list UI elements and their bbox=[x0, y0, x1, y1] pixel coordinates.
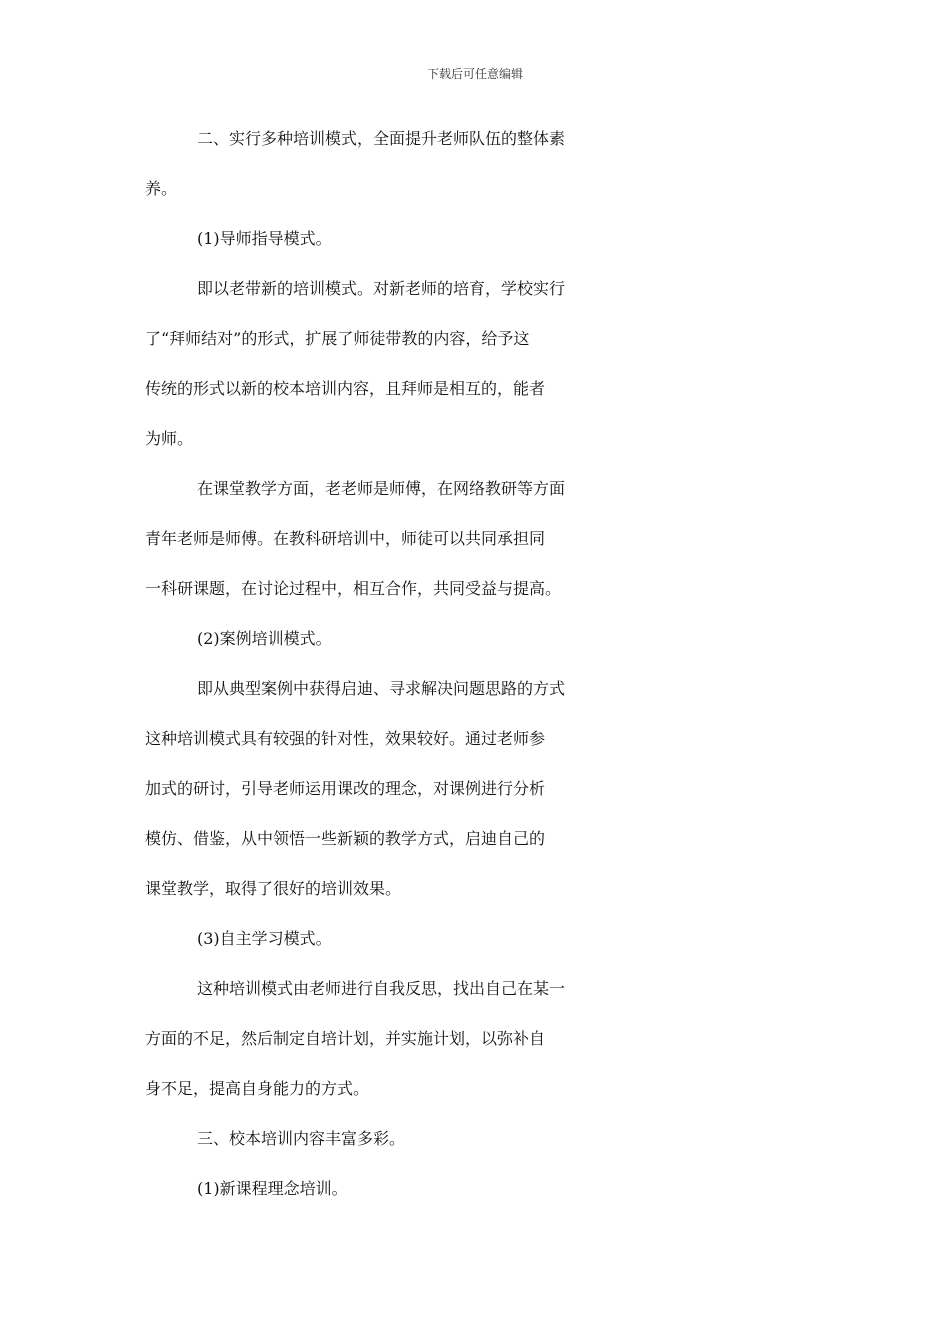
text-line: 传统的形式以新的校本培训内容，且拜师是相互的，能者 bbox=[145, 379, 546, 398]
text-line: 在课堂教学方面，老老师是师傅，在网络教研等方面 bbox=[197, 479, 566, 498]
text-line: 二、实行多种培训模式，全面提升老师队伍的整体素 bbox=[197, 129, 566, 148]
page-header-note: 下载后可任意编辑 bbox=[426, 67, 523, 81]
text-line: (2)案例培训模式。 bbox=[197, 629, 332, 648]
paragraph-mentor-body bbox=[145, 276, 807, 476]
text-line: 青年老师是师傅。在教科研培训中，师徒可以共同承担同 bbox=[145, 529, 546, 548]
text-line: 身不足，提高自身能力的方式。 bbox=[145, 1079, 370, 1098]
text-line: 了“拜师结对”的形式，扩展了师徒带教的内容，给予这 bbox=[145, 329, 530, 348]
paragraph-subheading-case bbox=[145, 626, 807, 676]
text-line: (1)导师指导模式。 bbox=[197, 229, 332, 248]
text-line: (3)自主学习模式。 bbox=[197, 929, 332, 948]
paragraph-subheading-mentor bbox=[145, 226, 807, 276]
text-line: 即以老带新的培训模式。对新老师的培育，学校实行 bbox=[197, 279, 566, 298]
text-line: 课堂教学，取得了很好的培训效果。 bbox=[145, 879, 402, 898]
paragraph-section-two-heading bbox=[145, 126, 807, 226]
text-line: 为师。 bbox=[145, 429, 194, 448]
text-line: 加式的研讨，引导老师运用课改的理念，对课例进行分析 bbox=[145, 779, 546, 798]
paragraph-subheading-new-curriculum bbox=[145, 1176, 807, 1226]
text-line: 这种培训模式由老师进行自我反思，找出自己在某一 bbox=[197, 979, 566, 998]
paragraph-self-study-body bbox=[145, 976, 807, 1126]
text-line: 一科研课题，在讨论过程中，相互合作，共同受益与提高。 bbox=[145, 579, 562, 598]
paragraph-section-three-heading bbox=[145, 1126, 807, 1176]
text-line: 即从典型案例中获得启迪、寻求解决问题思路的方式 bbox=[197, 679, 566, 698]
paragraph-case-body bbox=[145, 676, 807, 926]
text-line: 这种培训模式具有较强的针对性，效果较好。通过老师参 bbox=[145, 729, 546, 748]
text-line: 三、校本培训内容丰富多彩。 bbox=[197, 1129, 406, 1148]
paragraph-subheading-self-study bbox=[145, 926, 807, 976]
text-line: 养。 bbox=[145, 179, 178, 198]
paragraph-classroom-teaching bbox=[145, 476, 807, 626]
text-line: 模仿、借鉴，从中领悟一些新颖的教学方式，启迪自己的 bbox=[145, 829, 546, 848]
text-line: 方面的不足，然后制定自培计划，并实施计划，以弥补自 bbox=[145, 1029, 546, 1048]
document-body bbox=[145, 126, 807, 1226]
text-line: (1)新课程理念培训。 bbox=[197, 1179, 348, 1198]
